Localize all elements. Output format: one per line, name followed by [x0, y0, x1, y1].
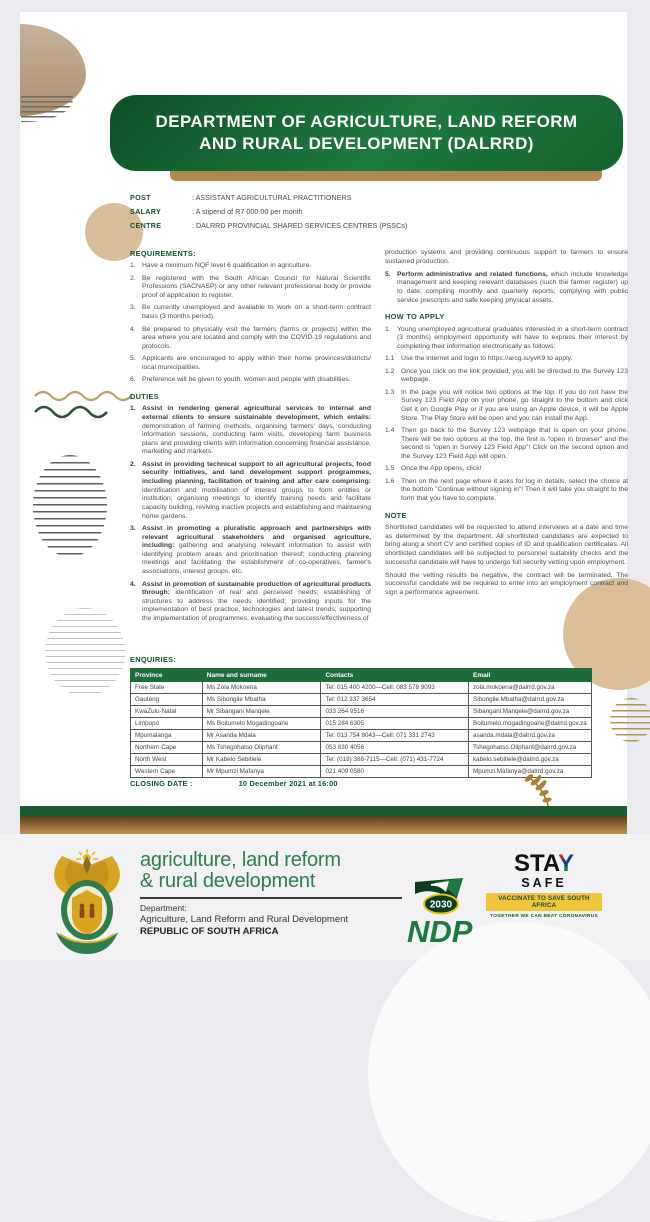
- enquiries-heading: ENQUIRIES:: [130, 655, 177, 664]
- duty-item: 1. Assist in rendering general agricultural services to internal and external clients to ensure sustainable development, which entails: demonstration of farming methods, organising farmers' days, conducting information sessions, conducting farm visits, developing farm business plans and providing clients with information concerning financial assistance, marketing and markets.: [130, 405, 371, 456]
- striped-circle-decoration-light: [45, 608, 125, 696]
- footer-dept-label: Department:: [140, 903, 187, 913]
- duty-item: 3. Assist in promoting a pluralistic approach and partnerships with relevant agricultural stakeholders and organised agriculture, including: gathering and analysing relevant information to assist with identifying problem areas and prioritisation thereof; conducting planning meetings and facilitating the establishment of co-operatives, farmer's associations, interest groups, etc.: [130, 524, 371, 576]
- striped-circle-decoration-dark: [33, 455, 107, 557]
- table-row: Mpumalanga Mr Asanda Mdala Tel: 013 754 8043—Cell: 071 331 2743 asanda.mdala@dalrrd.gov.za: [131, 730, 592, 742]
- table-row: Gauteng Ms Sibongile Mbatha Tel: 012 337 3654 Sibongile.Mbatha@dalrrd.gov.za: [131, 694, 592, 706]
- footer-country: REPUBLIC OF SOUTH AFRICA: [140, 926, 279, 937]
- centre-row: [130, 221, 600, 230]
- table-header-row: [131, 669, 592, 682]
- apply-step: 1.1 Use the internet and login to https://arcg.is/yvK9 to apply.: [385, 355, 573, 363]
- how-to-apply-heading: HOW TO APPLY: [385, 312, 445, 322]
- closing-date-value: 10 December 2021 at 16:00: [238, 779, 338, 788]
- footer-dept-name: Agriculture, Land Reform and Rural Development: [140, 914, 349, 925]
- salary-label: SALARY: [130, 207, 162, 216]
- closing-date-row: [130, 779, 338, 788]
- department-title-banner: [110, 95, 623, 171]
- centre-label: CENTRE: [130, 221, 162, 230]
- apply-step: 1.6 Then on the next page where it asks for log in details, select the choice at the bottom "Continue without signing in"! Then it will take you straight to the form that you have to complete.: [385, 477, 628, 503]
- footer-dept-title: agriculture, land reform & rural development: [140, 849, 341, 893]
- right-edge-striped-decoration: [610, 698, 650, 742]
- col-header-province: Province: [131, 669, 203, 682]
- table-row: KwaZulu-Natal Mr Sibangani Manqele 033 264 9516 Sibangani.Manqele@dalrrd.gov.za: [131, 706, 592, 718]
- duties-heading: DUTIES: [130, 391, 159, 401]
- requirement-item: 2. Be registered with the South African Council for Natural Scientific Professions (SACNASP) or any other relevant professional body or provide proof of application to register.: [130, 274, 371, 300]
- apply-step: 1.4 Then go back to the Survey 123 webpage that is open on your phone. There will be two options at the top, the first is "open in browser" and the second is "open in Survey 123 Field App"! Click on the second option and the Survey 123 Field App will open.: [385, 427, 628, 460]
- col-header-contacts: Contacts: [321, 669, 469, 682]
- closing-date-label: CLOSING DATE :: [130, 779, 193, 788]
- table-row: Limpopo Ms Boitumelo Mogadingoane 015 284 6305 Boitumelo.mogadingoane@dalrrd.gov.za: [131, 718, 592, 730]
- requirement-item: 5. Applicants are encouraged to apply within their home provinces/districts/ local municipalities.: [130, 355, 371, 371]
- note-paragraph-2: Should the vetting results be negative, the contract will be terminated. The successful candidate will be required to enter into an employment contract and sign a performance agreement.: [385, 571, 628, 596]
- post-label: POST: [130, 193, 151, 202]
- note-heading: NOTE: [385, 510, 407, 520]
- table-row: North West Mr Kabelo Sebitiele Tel: (018) 388-7115—Cell: (071) 431-7724 kabelo.sebitiele@dalrrd.gov.za: [131, 754, 592, 766]
- footer-arc-decoration: [368, 922, 650, 1222]
- post-row: [130, 193, 600, 202]
- requirement-item: 1. Have a minimum NQF level 6 qualification in agriculture.: [130, 262, 312, 270]
- department-title-line2: AND RURAL DEVELOPMENT (DALRRD): [199, 134, 534, 153]
- vaccinate-banner: VACCINATE TO SAVE SOUTH AFRICA: [486, 893, 602, 911]
- left-column: [130, 249, 371, 627]
- duty-item: 4. Assist in promotion of sustainable production of agricultural products through: identification of real and perceived needs; establishing of structures to address the needs identified; providing inputs for the implementation of best practice, technologies and latest trends; supporting the implementation of programmes; evaluating the success/effectiveness of: [130, 580, 371, 623]
- footer-divider: [140, 897, 402, 899]
- bottom-brown-stripe: [20, 816, 627, 834]
- bottom-green-stripe: [20, 806, 627, 816]
- apply-step: 1.3 In the page you will notice two options at the top. If you do not have the Survey 123 Field App on your phone, go straight to the bottom and click Get it on Google Play or if you are using an Apple device, it will be Apple Store. The Play Store will be open and you can install the App.: [385, 388, 628, 422]
- table-row: Free State Ms Zola Mokoena Tel: 015 400 4200—Cell: 083 578 9093 zola.mokoena@dalrrd.gov.za: [131, 682, 592, 694]
- col-header-email: Email: [469, 669, 592, 682]
- svg-text:NDP: NDP: [407, 914, 473, 949]
- table-row: Western Cape Mr Mpumzi Mafanya 021 409 0580 Mpumzi.Mafanya@dalrrd.gov.za: [131, 766, 592, 778]
- col-header-name: Name and surname: [202, 669, 321, 682]
- stay-text: STAY: [513, 850, 575, 877]
- right-column: [385, 249, 628, 602]
- note-paragraph-1: Shortlisted candidates will be requested to attend interviews at a date and time as determined by the department. All shortlisted candidates are expected to bring along a short CV and certified copies of ID and qualification certificates. All shortlisted candidates will be subjected to personnel suitability checks and the successful candidate will have to undergo full security vetting upon employment.: [385, 524, 628, 566]
- stay-safe-logo: [486, 852, 602, 919]
- how-to-apply-intro: 1. Young unemployed agricultural graduates interested in a short-term contract (3 months) employment opportunity will have to express their interest by completing their information electronically as follows:: [385, 325, 628, 350]
- table-row: Northern Cape Ms Tshegohatso Oliphant 053 830 4056 Tshegohatso.Oliphant@dalrrd.gov.za: [131, 742, 592, 754]
- apply-step: 1.5 Once the App opens, click!: [385, 465, 482, 473]
- duty-continuation: production systems and providing continuous support to farmers to ensure sustained production.: [385, 249, 628, 265]
- post-meta-block: [130, 193, 600, 235]
- requirement-item: 6. Preference will be given to youth, women and people with disabilities.: [130, 376, 351, 384]
- salary-value: : A stipend of R7 000.00 per month: [192, 207, 303, 216]
- post-value: : ASSISTANT AGRICULTURAL PRACTITIONERS: [192, 193, 352, 202]
- requirement-item: 4. Be prepared to physically visit the farmers (farms or projects) within the area where you are located and comply with the COVID-19 regulations and protocols.: [130, 325, 371, 350]
- salary-row: [130, 207, 600, 216]
- duty-item-5: 5. Perform administrative and related functions, which include knowledge management and keeping relevant databases (such the farmer register) up to date; compiling monthly and quarterly reports; complying with public service prescripts and safe keeping physical assets.: [385, 270, 628, 304]
- duty-item: 2. Assist in providing technical support to all agricultural projects, food security initiatives, and land development support programmes, including planning, facilitation of training and after care comprising: identification and mobilisation of interest groups to form entities or institution; organising meetings to identify training needs and facilitate capacity building, reviving inactive projects and establishing and maintaining home gardens.: [130, 460, 371, 520]
- safe-text: SAFE: [521, 876, 567, 890]
- svg-text:2030: 2030: [429, 899, 453, 911]
- staysafe-tagline: TOGETHER WE CAN BEAT CORONAVIRUS: [490, 914, 598, 919]
- requirement-item: 3. Be currently unemployed and available to work on a short-term contract basis (3 months period).: [130, 304, 371, 321]
- enquiries-table: [130, 668, 592, 778]
- centre-value: : DALRRD PROVINCIAL SHARED SERVICES CENTRES (PSSCs): [192, 221, 408, 230]
- wave-decoration: [33, 386, 138, 424]
- coat-of-arms-logo: [42, 848, 132, 956]
- apply-step: 1.2 Once you click on the link provided, you will be directed to the Survey 123 webpage.: [385, 367, 628, 384]
- flag-y-glyph: Y: [558, 850, 575, 877]
- department-title-line1: DEPARTMENT OF AGRICULTURE, LAND REFORM: [155, 111, 578, 131]
- requirements-heading: REQUIREMENTS:: [130, 249, 196, 258]
- ndp-2030-logo: [405, 878, 487, 950]
